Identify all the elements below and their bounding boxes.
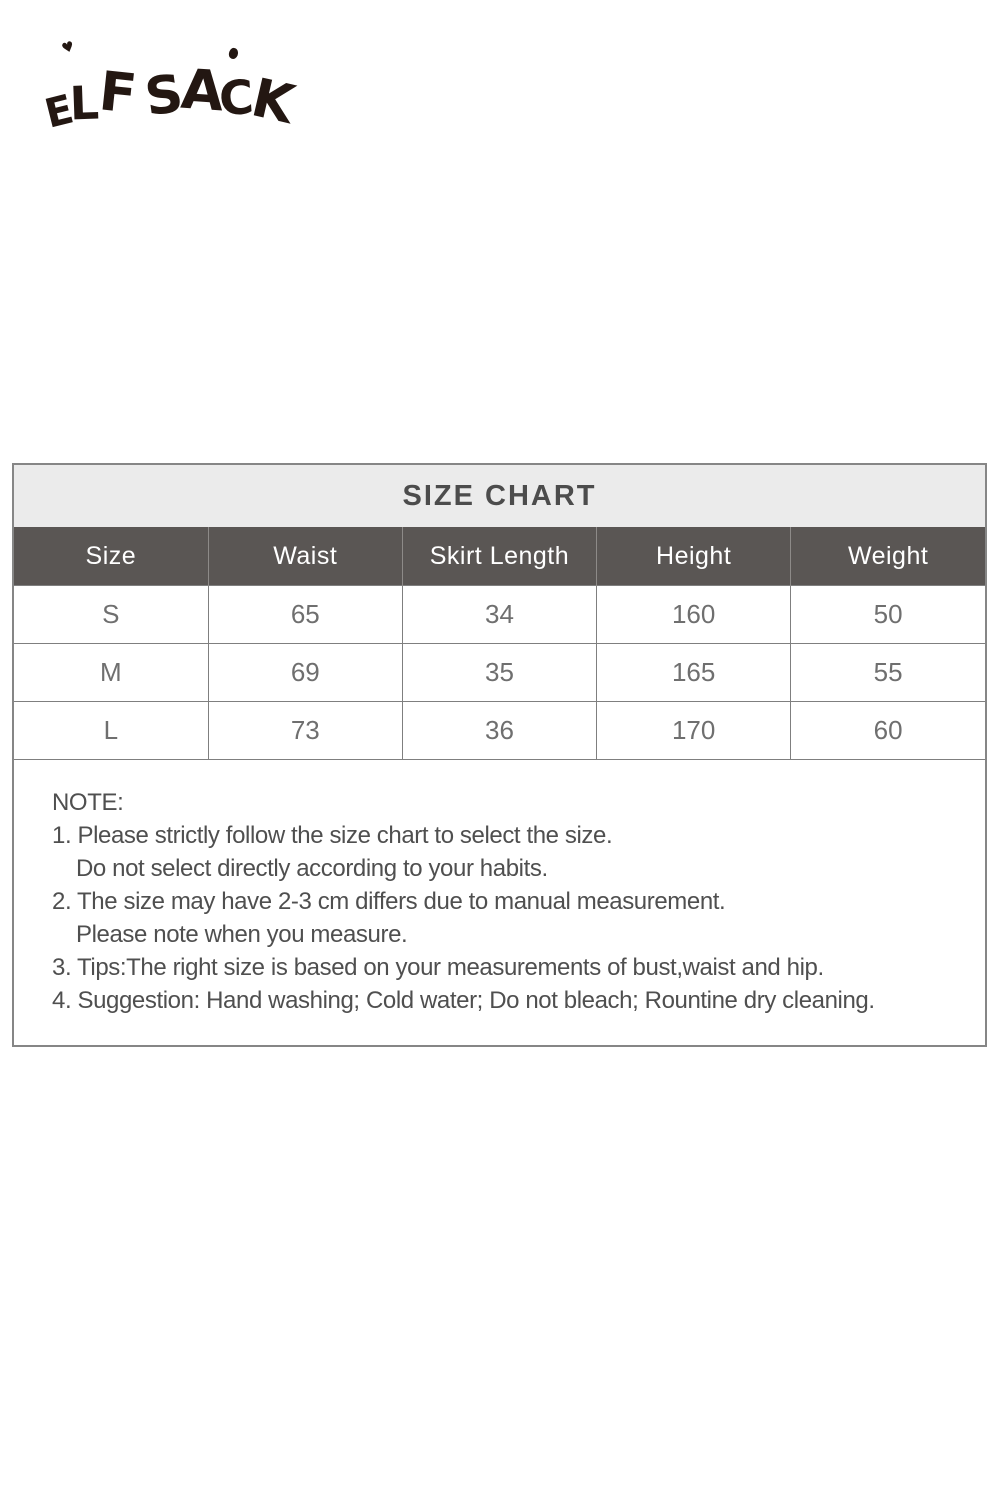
cell-skirt-length: 36 <box>402 702 596 760</box>
size-chart-table-body <box>14 586 985 760</box>
cell-height: 160 <box>597 586 791 644</box>
logo-letter: K <box>246 67 300 136</box>
column-header-height: Height <box>597 527 791 586</box>
table-row-size-m <box>14 644 985 702</box>
header-row <box>14 527 985 586</box>
cell-height: 170 <box>597 702 791 760</box>
logo-letter: L <box>69 75 101 131</box>
cell-size: L <box>14 702 208 760</box>
notes-section <box>14 760 985 1045</box>
table-row-size-s <box>14 586 985 644</box>
note-line-1-continuation: Do not select directly according to your habits. <box>76 855 548 882</box>
cell-waist: 73 <box>208 702 402 760</box>
cell-weight: 50 <box>791 586 985 644</box>
cell-size: S <box>14 586 208 644</box>
logo-letter: S <box>140 63 187 129</box>
column-header-skirt-length: Skirt Length <box>402 527 596 586</box>
table-row-size-l <box>14 702 985 760</box>
elf-sack-logo <box>40 34 300 138</box>
note-line-3: 3. Tips:The right size is based on your measurements of bust,waist and hip. <box>52 954 824 981</box>
cell-weight: 55 <box>791 644 985 702</box>
note-line-2-continuation: Please note when you measure. <box>76 921 408 948</box>
cell-skirt-length: 34 <box>402 586 596 644</box>
cell-size: M <box>14 644 208 702</box>
size-chart-table <box>14 527 985 760</box>
note-line-1: 1. Please strictly follow the size chart to select the size. <box>52 822 613 849</box>
cell-weight: 60 <box>791 702 985 760</box>
size-chart-title: SIZE CHART <box>14 465 985 527</box>
column-header-weight: Weight <box>791 527 985 586</box>
cell-waist: 69 <box>208 644 402 702</box>
logo-heart-mark-icon: ♥ <box>59 38 77 58</box>
logo-letter: F <box>95 59 140 126</box>
notes-heading: NOTE: <box>52 789 124 816</box>
column-header-waist: Waist <box>208 527 402 586</box>
cell-skirt-length: 35 <box>402 644 596 702</box>
logo-letter: A <box>178 56 226 124</box>
cell-waist: 65 <box>208 586 402 644</box>
logo-letter: C <box>216 69 256 128</box>
column-header-size: Size <box>14 527 208 586</box>
size-chart-panel <box>12 463 987 1047</box>
size-chart-table-head <box>14 527 985 586</box>
note-line-2: 2. The size may have 2-3 cm differs due to manual measurement. <box>52 888 726 915</box>
cell-height: 165 <box>597 644 791 702</box>
logo-letter: E <box>40 86 79 138</box>
logo-wordmark <box>40 34 300 138</box>
note-line-4: 4. Suggestion: Hand washing; Cold water; Do not bleach; Rountine dry cleaning. <box>52 987 875 1014</box>
